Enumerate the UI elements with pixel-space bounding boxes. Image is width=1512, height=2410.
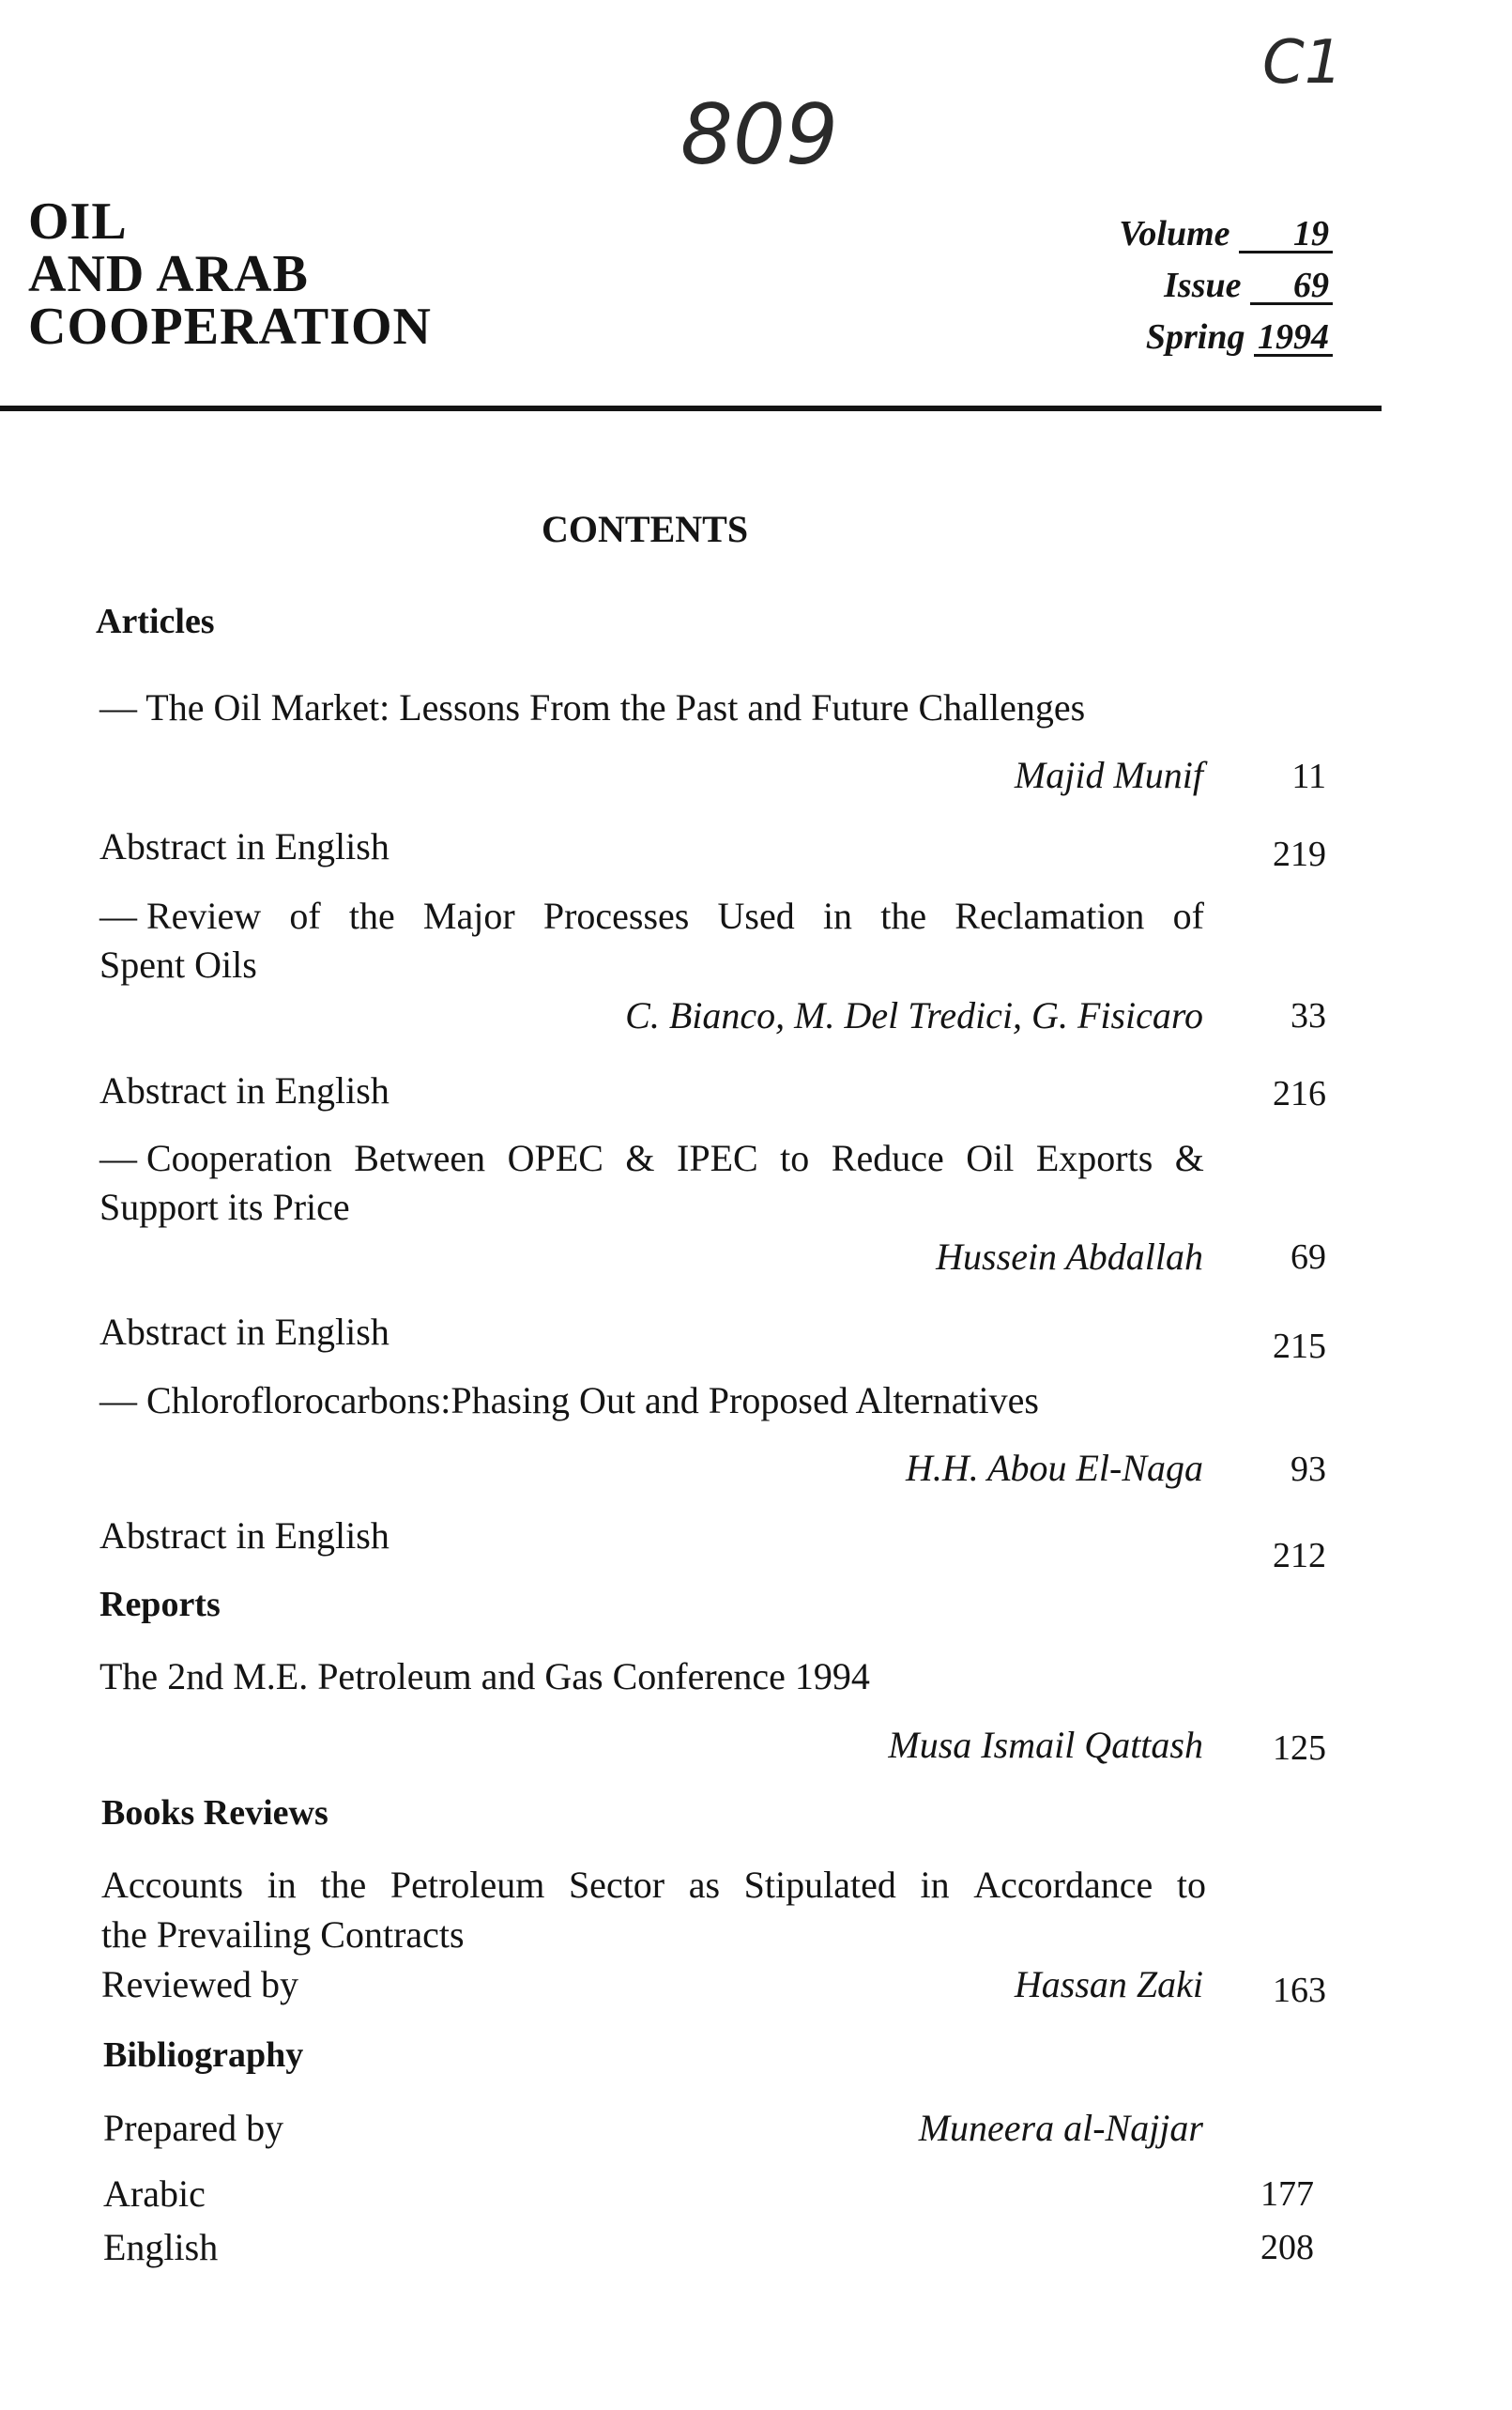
article-1-author: Majid Munif xyxy=(1014,754,1203,796)
book-title-line-1 xyxy=(101,1863,1206,1907)
article-3-title-w2: Between xyxy=(354,1137,486,1179)
book-title-w9: Accordance xyxy=(973,1864,1153,1906)
book-reviewed-by-label: Reviewed by xyxy=(101,1963,298,2005)
article-1-abstract-page: 219 xyxy=(1273,835,1326,874)
book-reviewer: Hassan Zaki xyxy=(1014,1963,1203,2005)
article-3-title-w3: OPEC xyxy=(507,1137,603,1179)
article-4-page: 93 xyxy=(1291,1450,1326,1489)
article-3-title-w9: Exports xyxy=(1035,1137,1153,1179)
season-label: Spring xyxy=(1145,317,1245,357)
handwritten-corner-mark: C1 xyxy=(1262,28,1343,98)
article-2-title-w4: Major xyxy=(422,895,515,937)
issue-line xyxy=(995,260,1333,312)
article-4-author: H.H. Abou El-Naga xyxy=(905,1447,1203,1489)
book-page: 163 xyxy=(1273,1971,1326,2010)
article-3-abstract-label: Abstract in English xyxy=(99,1311,389,1353)
article-3-title-w5: IPEC xyxy=(677,1137,758,1179)
article-3-title-w4: & xyxy=(625,1137,655,1179)
article-3-title-line-1 xyxy=(99,1136,1204,1180)
article-3-title-w1: — Cooperation xyxy=(99,1137,332,1179)
handwritten-number: 809 xyxy=(680,86,838,183)
bibliography-english-label: English xyxy=(103,2226,219,2268)
article-2-abstract-label: Abstract in English xyxy=(99,1069,389,1112)
article-2-author: C. Bianco, M. Del Tredici, G. Fisicaro xyxy=(625,994,1203,1036)
volume-line xyxy=(995,208,1333,260)
article-1-page: 11 xyxy=(1291,757,1326,796)
masthead xyxy=(28,192,432,356)
article-2-title-w9: Reclamation xyxy=(955,895,1145,937)
article-2-title-w8: the xyxy=(880,895,927,937)
article-2-title-w5: Processes xyxy=(542,895,690,937)
book-title-w5: Sector xyxy=(568,1864,665,1906)
article-1-abstract-label: Abstract in English xyxy=(99,825,389,867)
article-2-abstract-page: 216 xyxy=(1273,1074,1326,1113)
masthead-line-1: OIL xyxy=(28,192,128,251)
report-author: Musa Ismail Qattash xyxy=(888,1724,1203,1766)
bibliography-english-page: 208 xyxy=(1260,2228,1314,2267)
book-title-w1: Accounts xyxy=(101,1864,244,1906)
article-1-title-line-1: — The Oil Market: Lessons From the Past and Future Challenges xyxy=(99,686,1086,729)
issue-label: Issue xyxy=(1164,266,1242,305)
article-2-title-line-1 xyxy=(99,894,1204,938)
masthead-line-2: AND ARAB xyxy=(28,245,309,303)
article-3-title-w8: Oil xyxy=(966,1137,1015,1179)
articles-heading: Articles xyxy=(96,602,215,641)
issue-info xyxy=(995,208,1333,363)
bibliography-arabic-page: 177 xyxy=(1260,2174,1314,2214)
book-title-w7: Stipulated xyxy=(743,1864,896,1906)
article-3-author: Hussein Abdallah xyxy=(936,1236,1203,1278)
book-title-line-2: the Prevailing Contracts xyxy=(101,1913,465,1956)
bibliography-arabic-label: Arabic xyxy=(103,2172,206,2215)
article-3-title-line-2: Support its Price xyxy=(99,1186,350,1228)
books-heading: Books Reviews xyxy=(101,1793,328,1833)
article-4-abstract-label: Abstract in English xyxy=(99,1514,389,1557)
bibliography-preparer: Muneera al-Najjar xyxy=(918,2107,1203,2149)
article-2-title-w2: of xyxy=(289,895,321,937)
article-2-title-line-2: Spent Oils xyxy=(99,944,257,986)
volume-label: Volume xyxy=(1119,214,1230,253)
article-3-title-w6: to xyxy=(780,1137,810,1179)
contents-title: CONTENTS xyxy=(542,508,749,550)
article-3-title-w10: & xyxy=(1174,1137,1204,1179)
article-2-page: 33 xyxy=(1291,996,1326,1036)
article-2-title-w6: Used xyxy=(717,895,795,937)
bibliography-heading: Bibliography xyxy=(103,2035,304,2075)
volume-value: 19 xyxy=(1239,217,1333,253)
book-title-w10: to xyxy=(1176,1864,1206,1906)
year-value: 1994 xyxy=(1254,320,1333,357)
reports-heading: Reports xyxy=(99,1585,221,1624)
report-page: 125 xyxy=(1273,1728,1326,1768)
article-3-page: 69 xyxy=(1291,1237,1326,1277)
book-title-w6: as xyxy=(688,1864,721,1906)
masthead-line-3: COOPERATION xyxy=(28,298,432,356)
issue-value: 69 xyxy=(1250,269,1333,305)
book-title-w4: Petroleum xyxy=(389,1864,545,1906)
article-2-title-w10: of xyxy=(1172,895,1204,937)
book-title-w8: in xyxy=(920,1864,950,1906)
book-title-w3: the xyxy=(320,1864,367,1906)
article-2-title-w1: — Review xyxy=(99,895,262,937)
bibliography-prepared-by-label: Prepared by xyxy=(103,2107,284,2149)
article-4-abstract-page: 212 xyxy=(1273,1536,1326,1575)
report-title: The 2nd M.E. Petroleum and Gas Conference 1994 xyxy=(99,1655,870,1697)
article-3-abstract-page: 215 xyxy=(1273,1327,1326,1366)
article-2-title-w7: in xyxy=(822,895,853,937)
article-3-title-w7: Reduce xyxy=(831,1137,944,1179)
book-title-w2: in xyxy=(267,1864,297,1906)
article-4-title-line-1: — Chloroflorocarbons:Phasing Out and Proposed Alternatives xyxy=(99,1379,1039,1421)
header-rule xyxy=(0,406,1382,411)
article-2-title-w3: the xyxy=(348,895,395,937)
season-line xyxy=(995,312,1333,363)
